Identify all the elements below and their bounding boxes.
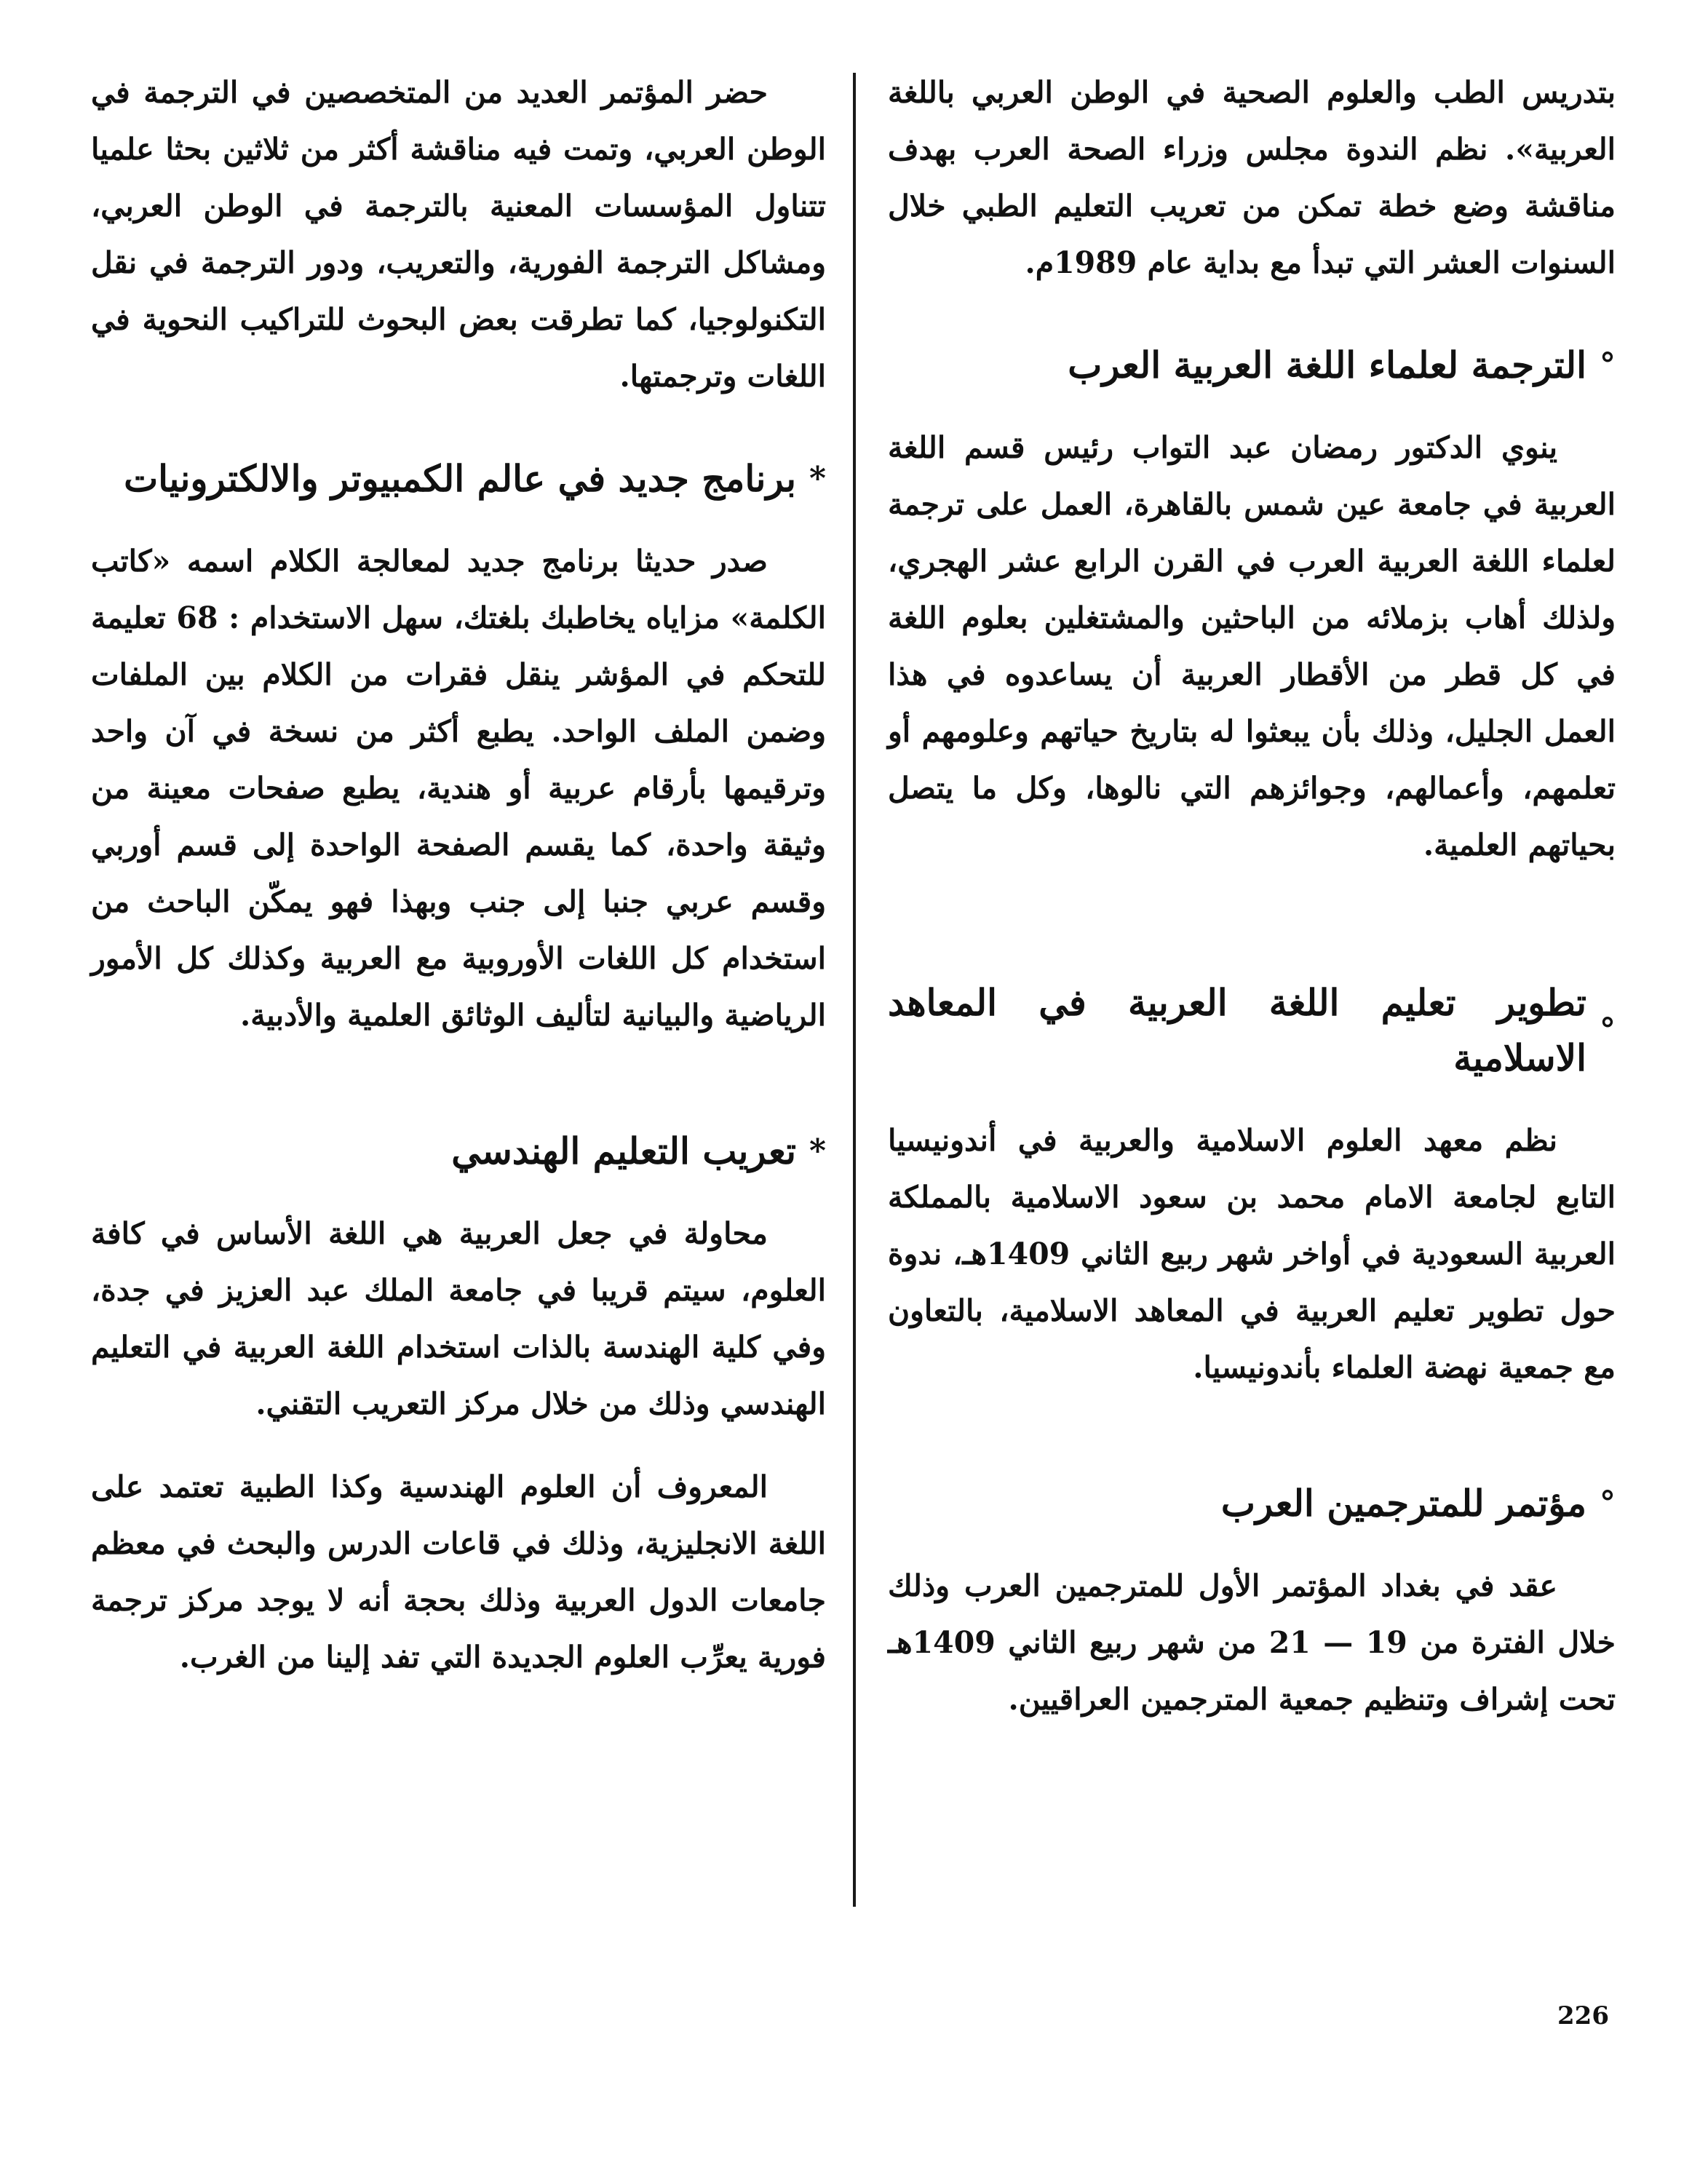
spacer <box>888 1531 1616 1557</box>
heading-bullet-icon: ° <box>1600 1485 1616 1522</box>
heading-bullet-icon: * <box>809 460 826 497</box>
section-heading-text: تطوير تعليم اللغة العربية في المعاهد الاسلامية <box>888 981 1586 1079</box>
heading-bullet-icon: ° <box>1600 1012 1616 1049</box>
section-paragraph: المعروف أن العلوم الهندسية وكذا الطبية تعتمد على اللغة الانجليزية، وذلك في قاعات الدرس والبحث في معظم جامعات الدول العربية وذلك بحجة أنه لا يوجد مركز ترجمة فورية يعرِّب العلوم الجديدة التي تفد إلينا من الغرب. <box>91 1469 826 1675</box>
heading-bullet-icon: ° <box>1600 346 1616 384</box>
spacer <box>888 1086 1616 1112</box>
spacer <box>91 405 826 451</box>
section-paragraph: ينوي الدكتور رمضان عبد التواب رئيس قسم اللغة العربية في جامعة عين شمس بالقاهرة، العمل على ترجمة لعلماء اللغة العربية العرب في القرن الرابع عشر الهجري، ولذلك أهاب بزملائه من الباحثين والمشتغلين بعلوم اللغة في كل قطر من الأقطار العربية أن يساعدوه في هذا العمل الجليل، وذلك بأن يبعثوا له بتاريخ حياتهم وعلومهم أو تعلمهم، وأعمالهم، وجوائزهم التي نالوها، وكل ما يتصل بحياتهم العلمية. <box>888 430 1616 862</box>
section-paragraph: عقد في بغداد المؤتمر الأول للمترجمين العرب وذلك خلال الفترة من 19 — 21 من شهر ربيع الثاني 1409هـ تحت إشراف وتنظيم جمعية المترجمين العراقيين. <box>888 1568 1616 1717</box>
section-heading-translators-conference <box>888 1476 1616 1531</box>
section-heading-islamic-institutes <box>888 975 1616 1086</box>
heading-bullet-icon: * <box>809 1132 826 1170</box>
section-heading-text: مؤتمر للمترجمين العرب <box>1220 1482 1586 1525</box>
spacer <box>91 1432 826 1458</box>
spacer <box>91 507 826 533</box>
section-heading-computer-program <box>91 451 826 507</box>
section-paragraph: نظم معهد العلوم الاسلامية والعربية في أندونيسيا التابع لجامعة الامام محمد بن سعود الاسلامية بالمملكة العربية السعودية في أواخر شهر ربيع الثاني 1409هـ، ندوة حول تطوير تعليم العربية في المعاهد الاسلامية، بالتعاون مع جمعية نهضة العلماء بأندونيسيا. <box>888 1123 1616 1385</box>
section-heading-engineering-arabization <box>91 1124 826 1179</box>
left-column <box>91 64 826 1685</box>
column-divider <box>853 73 856 1907</box>
spacer <box>888 873 1616 975</box>
spacer <box>888 1396 1616 1476</box>
right-column <box>888 64 1616 1728</box>
left-intro-paragraph: حضر المؤتمر العديد من المتخصصين في الترجمة في الوطن العربي، وتمت فيه مناقشة أكثر من ثلاثين بحثا علميا تتناول المؤسسات المعنية بالترجمة في الوطن العربي، ومشاكل الترجمة الفورية، والتعريب، ودور الترجمة في نقل التكنولوجيا، كما تطرقت بعض البحوث للتراكيب النحوية في اللغات وترجمتها. <box>91 75 826 394</box>
spacer <box>888 291 1616 338</box>
page-number: 226 <box>1557 2001 1609 2030</box>
right-intro-paragraph: بتدريس الطب والعلوم الصحية في الوطن العربي باللغة العربية». نظم الندوة مجلس وزراء الصحة العرب بهدف مناقشة وضع خطة تمكن من تعريب التعليم الطبي خلال السنوات العشر التي تبدأ مع بداية عام 1989م. <box>888 75 1616 280</box>
section-heading-text: برنامج جديد في عالم الكمبيوتر والالكترونيات <box>124 457 796 500</box>
spacer <box>91 1044 826 1124</box>
section-heading-text: الترجمة لعلماء اللغة العربية العرب <box>1068 344 1586 386</box>
spacer <box>888 393 1616 419</box>
spacer <box>91 1179 826 1205</box>
section-paragraph: محاولة في جعل العربية هي اللغة الأساس في كافة العلوم، سيتم قريبا في جامعة الملك عبد العزيز في جدة، وفي كلية الهندسة بالذات استخدام اللغة العربية في التعليم الهندسي وذلك من خلال مركز التعريب التقني. <box>91 1216 826 1421</box>
section-heading-text: تعريب التعليم الهندسي <box>451 1129 796 1172</box>
section-paragraph: صدر حديثا برنامج جديد لمعالجة الكلام اسمه «كاتب الكلمة» مزاياه يخاطبك بلغتك، سهل الاستخدام : 68 تعليمة للتحكم في المؤشر ينقل فقرات من الكلام بين الملفات وضمن الملف الواحد. يطبع أكثر من نسخة في آن واحد وترقيمها بأرقام عربية أو هندية، يطبع صفحات معينة من وثيقة واحدة، كما يقسم الصفحة الواحدة إلى قسم أوربي وقسم عربي جنبا إلى جنب وبهذا فهو يمكّن الباحث من استخدام كل اللغات الأوروبية مع العربية وكذلك كل الأمور الرياضية والبيانية لتأليف الوثائق العلمية والأدبية. <box>91 544 826 1033</box>
section-heading-translation-scholars <box>888 338 1616 393</box>
